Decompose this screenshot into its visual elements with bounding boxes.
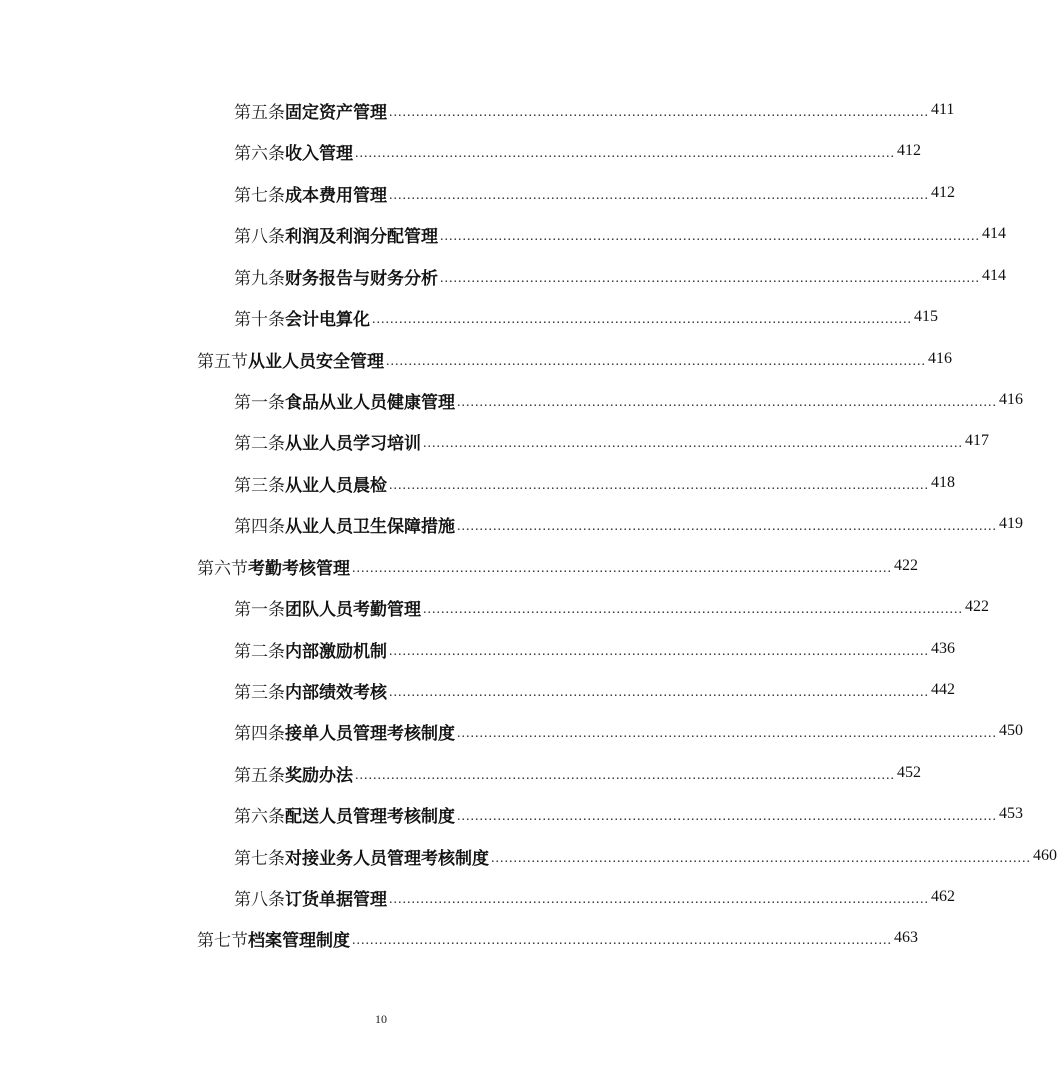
toc-entry[interactable] [234,675,955,705]
entry-page: 463 [894,929,918,946]
dot-leader: ........................................................................................................................ [389,188,929,203]
dot-leader: ........................................................................................................................ [457,519,997,534]
entry-number: 第四条 [234,723,285,744]
entry-number: 第七条 [234,185,285,206]
dot-leader: ........................................................................................................................ [389,892,929,907]
dot-leader: ........................................................................................................................ [389,478,929,493]
entry-title: 收入管理 [285,143,353,164]
entry-page: 411 [931,101,955,118]
entry-page: 412 [897,142,921,159]
entry-title: 会计电算化 [285,309,370,330]
entry-page: 452 [897,764,921,781]
entry-page: 415 [914,308,938,325]
entry-page: 422 [965,598,989,615]
section-title: 档案管理制度 [248,930,350,951]
toc-section-entry[interactable] [197,923,918,953]
entry-title: 接单人员管理考核制度 [285,723,455,744]
dot-leader: ........................................................................................................................ [389,644,929,659]
toc-entry[interactable] [234,634,955,664]
entry-number: 第四条 [234,516,285,537]
entry-number: 第一条 [234,392,285,413]
entry-title: 订货单据管理 [285,889,387,910]
entry-number: 第二条 [234,641,285,662]
entry-title: 内部激励机制 [285,641,387,662]
entry-number: 第二条 [234,433,285,454]
section-number: 第七节 [197,930,248,951]
toc-entry[interactable] [234,758,921,788]
toc-entry[interactable] [234,841,1057,871]
toc-entry[interactable] [234,178,955,208]
dot-leader: ........................................................................................................................ [440,229,980,244]
entry-number: 第八条 [234,226,285,247]
entry-number: 第六条 [234,143,285,164]
section-title: 从业人员安全管理 [248,351,384,372]
entry-title: 团队人员考勤管理 [285,599,421,620]
entry-page: 414 [982,267,1006,284]
entry-title: 内部绩效考核 [285,682,387,703]
entry-number: 第五条 [234,102,285,123]
entry-title: 食品从业人员健康管理 [285,392,455,413]
dot-leader: ........................................................................................................................ [491,851,1031,866]
entry-number: 第一条 [234,599,285,620]
entry-page: 436 [931,640,955,657]
entry-title: 奖励办法 [285,765,353,786]
entry-title: 配送人员管理考核制度 [285,806,455,827]
dot-leader: ........................................................................................................................ [372,312,912,327]
dot-leader: ........................................................................................................................ [352,933,892,948]
entry-title: 从业人员晨检 [285,475,387,496]
entry-number: 第八条 [234,889,285,910]
toc-entry[interactable] [234,302,938,332]
entry-title: 从业人员学习培训 [285,433,421,454]
entry-number: 第九条 [234,268,285,289]
entry-page: 414 [982,225,1006,242]
dot-leader: ........................................................................................................................ [355,768,895,783]
toc-entry[interactable] [234,95,955,125]
section-number: 第五节 [197,351,248,372]
section-number: 第六节 [197,558,248,579]
dot-leader: ........................................................................................................................ [389,685,929,700]
dot-leader: ........................................................................................................................ [352,561,892,576]
toc-entry[interactable] [234,592,989,622]
entry-title: 财务报告与财务分析 [285,268,438,289]
toc-entry[interactable] [234,509,1023,539]
page-number-footer: 10 [375,1012,387,1026]
dot-leader: ........................................................................................................................ [386,354,926,369]
toc-entry[interactable] [234,385,1023,415]
section-title: 考勤考核管理 [248,558,350,579]
toc-section-entry[interactable] [197,551,918,581]
entry-title: 成本费用管理 [285,185,387,206]
entry-number: 第十条 [234,309,285,330]
entry-number: 第三条 [234,475,285,496]
entry-page: 460 [1033,847,1057,864]
entry-page: 416 [999,391,1023,408]
toc-entry[interactable] [234,426,989,456]
entry-number: 第七条 [234,848,285,869]
dot-leader: ........................................................................................................................ [355,146,895,161]
dot-leader: ........................................................................................................................ [457,726,997,741]
entry-number: 第五条 [234,765,285,786]
entry-page: 422 [894,557,918,574]
entry-title: 对接业务人员管理考核制度 [285,848,489,869]
entry-page: 462 [931,888,955,905]
entry-number: 第六条 [234,806,285,827]
toc-entry[interactable] [234,136,921,166]
entry-page: 412 [931,184,955,201]
entry-number: 第三条 [234,682,285,703]
toc-entry[interactable] [234,261,1006,291]
toc-entry[interactable] [234,219,1006,249]
entry-page: 417 [965,432,989,449]
entry-page: 419 [999,515,1023,532]
entry-page: 416 [928,350,952,367]
entry-title: 利润及利润分配管理 [285,226,438,247]
toc-entry[interactable] [234,716,1023,746]
toc-section-entry[interactable] [197,344,952,374]
entry-page: 450 [999,722,1023,739]
dot-leader: ........................................................................................................................ [389,105,929,120]
dot-leader: ........................................................................................................................ [423,602,963,617]
dot-leader: ........................................................................................................................ [423,436,963,451]
toc-entry[interactable] [234,799,1023,829]
dot-leader: ........................................................................................................................ [457,809,997,824]
entry-page: 418 [931,474,955,491]
toc-entry[interactable] [234,882,955,912]
entry-page: 442 [931,681,955,698]
toc-entry[interactable] [234,468,955,498]
entry-title: 固定资产管理 [285,102,387,123]
entry-page: 453 [999,805,1023,822]
dot-leader: ........................................................................................................................ [457,395,997,410]
dot-leader: ........................................................................................................................ [440,271,980,286]
entry-title: 从业人员卫生保障措施 [285,516,455,537]
